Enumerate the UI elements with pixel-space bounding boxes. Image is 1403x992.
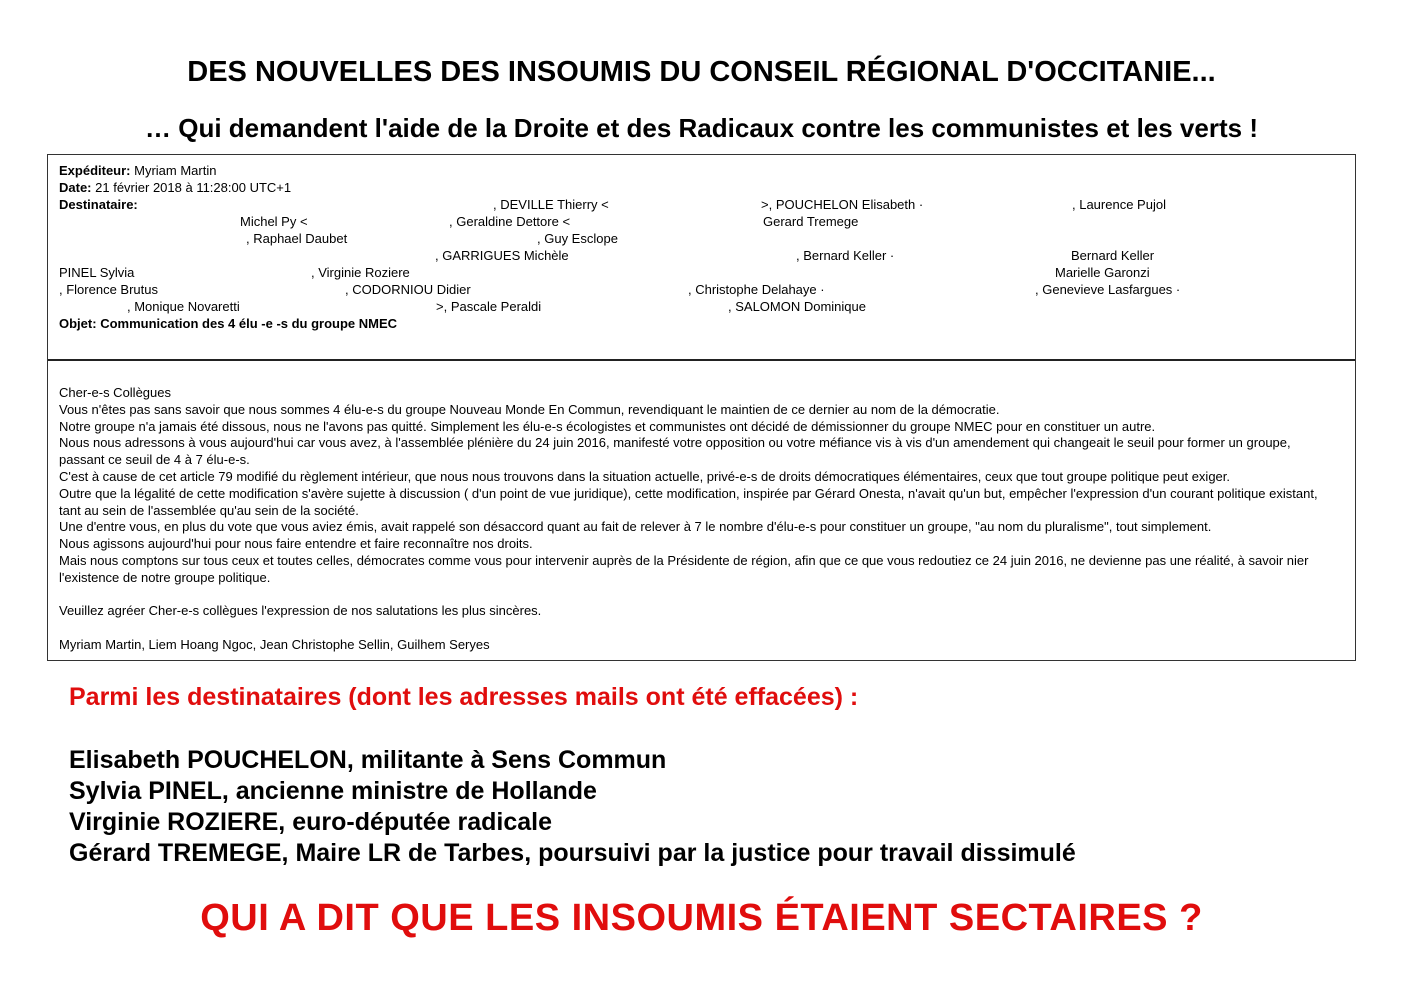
recipient: Bernard Keller bbox=[1071, 248, 1155, 263]
email-screenshot bbox=[47, 154, 1356, 661]
sender-value: Myriam Martin bbox=[134, 163, 217, 178]
recipient: , CODORNIOU Didier bbox=[345, 282, 471, 297]
recipient: , GARRIGUES Michèle bbox=[435, 248, 569, 263]
sender-row bbox=[59, 162, 216, 179]
recipient: Michel Py < bbox=[240, 214, 308, 229]
page-subtitle: … Qui demandent l'aide de la Droite et des Radicaux contre les communistes et les verts ! bbox=[145, 113, 1258, 143]
body-line: Nous agissons aujourd'hui pour nous faire entendre et faire reconnaître nos droits. bbox=[59, 536, 533, 552]
recipient: , Raphael Daubet bbox=[246, 231, 348, 246]
date-value: 21 février 2018 à 11:28:00 UTC+1 bbox=[95, 180, 292, 195]
email-body bbox=[59, 385, 1339, 654]
body-line: Outre que la légalité de cette modification s'avère sujette à discussion ( d'un point de vue juridique), cette modification, inspirée par Gérard Onesta, n'avait qu'un but, empêcher l'expression d'un courant politique existant, tant au sein de l'assemblée qu'au sein de la société. bbox=[59, 485, 1318, 518]
recipient: Marielle Garonzi bbox=[1055, 265, 1150, 280]
notable-recipients-list bbox=[69, 745, 1076, 869]
recipient: , DEVILLE Thierry < bbox=[493, 197, 609, 212]
page-title: DES NOUVELLES DES INSOUMIS DU CONSEIL RÉGIONAL D'OCCITANIE... bbox=[187, 56, 1216, 88]
closing: Veuillez agréer Cher-e-s collègues l'expression de nos salutations les plus sincères. bbox=[59, 603, 542, 619]
recipient: >, POUCHELON Elisabeth · bbox=[761, 197, 924, 212]
recipient: , SALOMON Dominique bbox=[728, 299, 866, 314]
recipient: , Bernard Keller · bbox=[796, 248, 895, 263]
body-line: Nous nous adressons à vous aujourd'hui car vous avez, à l'assemblée plénière du 24 juin 2016, manifesté votre opposition ou votre méfiance vis à vis d'un amendement qui changeait le seuil pour former un groupe, passant ce seuil de 4 à 7 élu-e-s. bbox=[59, 435, 1291, 468]
recipient: , Geraldine Dettore < bbox=[449, 214, 571, 229]
date-label: Date: bbox=[59, 180, 92, 195]
notable-recipient: Gérard TREMEGE, Maire LR de Tarbes, poursuivi par la justice pour travail dissimulé bbox=[69, 839, 1076, 867]
recipient: , Laurence Pujol bbox=[1072, 197, 1166, 212]
notable-recipient: Sylvia PINEL, ancienne ministre de Hollande bbox=[69, 777, 597, 805]
body-line: Une d'entre vous, en plus du vote que vous aviez émis, avait rappelé son désaccord quant au fait de relever à 7 le nombre d'élu-e-s pour constituer un groupe, "au nom du pluralisme", tout simplement. bbox=[59, 519, 1212, 535]
recipients-label: Destinataire: bbox=[59, 197, 138, 212]
body-line: Mais nous comptons sur tous ceux et toutes celles, démocrates comme vous pour intervenir auprès de la Présidente de région, afin que ce que vous redoutiez ce 24 juin 2016, ne devienne pas une réalité, à savoir nier l'existence de notre groupe politique. bbox=[59, 552, 1309, 585]
recipient: PINEL Sylvia bbox=[59, 265, 135, 280]
date-row bbox=[59, 179, 291, 196]
subject-value: Communication des 4 élu -e -s du groupe NMEC bbox=[100, 316, 398, 331]
body-line: Notre groupe n'a jamais été dissous, nous ne l'avons pas quitté. Simplement les élu-e-s écologistes et communistes ont décidé de démissionner du groupe NMEC pour en constituer un autre. bbox=[59, 418, 1156, 434]
recipient: , Genevieve Lasfargues · bbox=[1035, 282, 1181, 297]
recipients-row bbox=[59, 196, 138, 213]
recipient: , Monique Novaretti bbox=[127, 299, 240, 314]
recipients-commentary-heading: Parmi les destinataires (dont les adresses mails ont été effacées) : bbox=[69, 683, 859, 711]
notable-recipient: Elisabeth POUCHELON, militante à Sens Commun bbox=[69, 746, 667, 774]
recipient: , Florence Brutus bbox=[59, 282, 158, 297]
recipient: , Christophe Delahaye · bbox=[688, 282, 825, 297]
body-line: Vous n'êtes pas sans savoir que nous sommes 4 élu-e-s du groupe Nouveau Monde En Commun, revendiquant le maintien de ce dernier au nom de la démocratie. bbox=[59, 401, 1000, 417]
body-line: C'est à cause de cet article 79 modifié du règlement intérieur, que nous nous trouvons dans la situation actuelle, privé-e-s de droits démocratiques élémentaires, ceux que tout groupe politique peut exiger. bbox=[59, 468, 1231, 484]
signature: Myriam Martin, Liem Hoang Ngoc, Jean Christophe Sellin, Guilhem Seryes bbox=[59, 636, 490, 652]
recipient: , Virginie Roziere bbox=[311, 265, 410, 280]
recipient: , Guy Esclope bbox=[537, 231, 618, 246]
recipient: >, Pascale Peraldi bbox=[436, 299, 542, 314]
greeting: Cher-e-s Collègues bbox=[59, 385, 171, 400]
subject-label: Objet: bbox=[59, 316, 97, 331]
recipient: Gerard Tremege bbox=[763, 214, 859, 229]
email-header bbox=[48, 155, 1355, 361]
conclusion-headline: QUI A DIT QUE LES INSOUMIS ÉTAIENT SECTAIRES ? bbox=[200, 897, 1203, 939]
subject-row bbox=[59, 315, 397, 332]
sender-label: Expéditeur: bbox=[59, 163, 131, 178]
notable-recipient: Virginie ROZIERE, euro-députée radicale bbox=[69, 808, 552, 836]
